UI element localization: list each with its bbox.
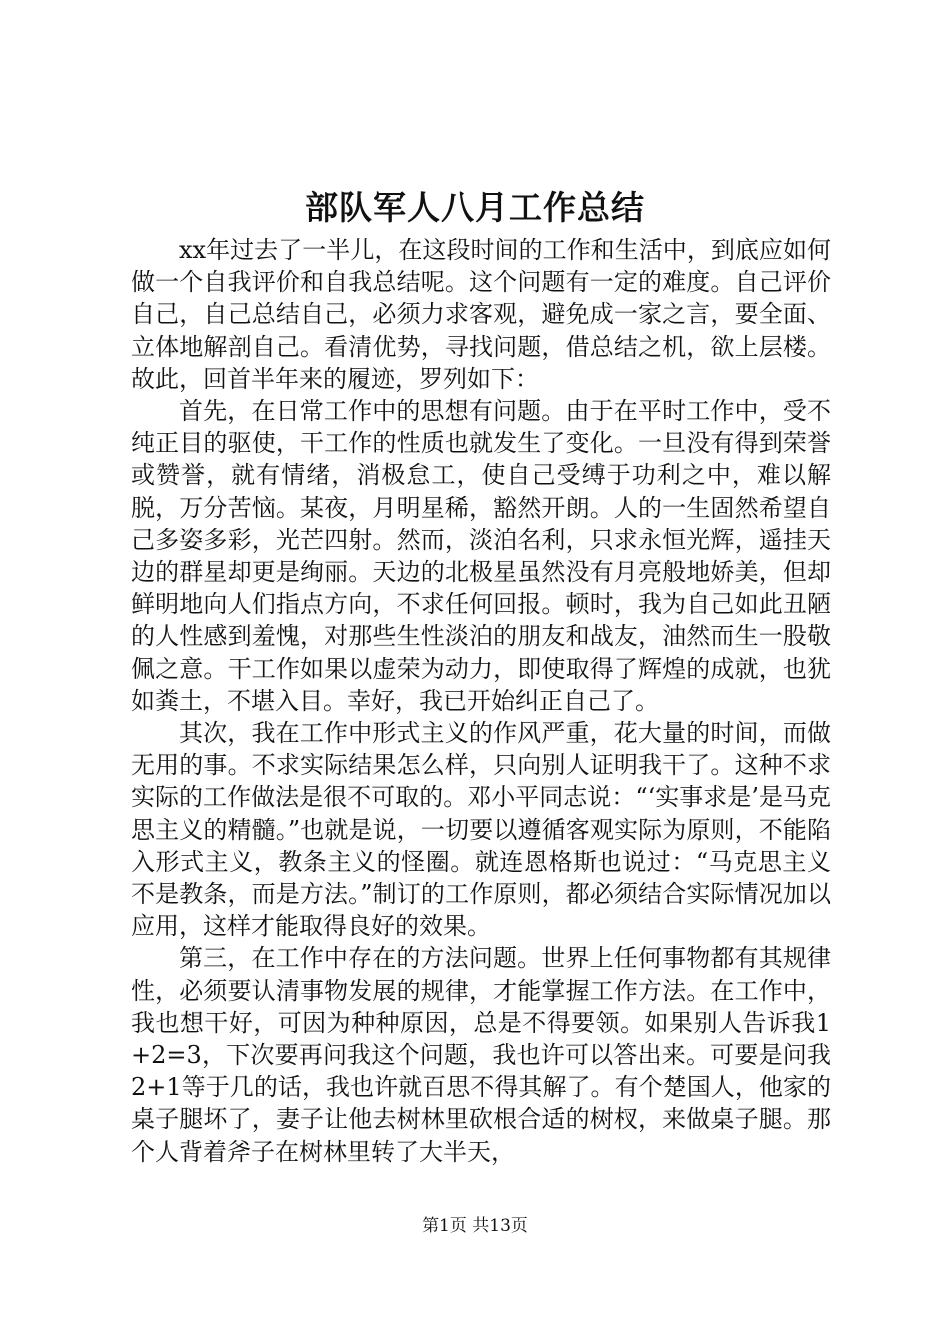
paragraph-intro: xx年过去了一半儿，在这段时间的工作和生活中，到底应如何做一个自我评价和自我总结呢。这个问题有一定的难度。自己评价自己，自己总结自己，必须力求客观，避免成一家之言，要全面、立体地解剖自己。看清优势，寻找问题，借总结之机，欲上层楼。故此，回首半年来的履迹，罗列如下： (131, 236, 831, 393)
document-title: 部队军人八月工作总结 (305, 188, 645, 227)
document-body (131, 234, 831, 1168)
paragraph-second: 其次，我在工作中形式主义的作风严重，花大量的时间，而做无用的事。不求实际结果怎么样，只向别人证明我干了。这种不求实际的工作做法是很不可取的。邓小平同志说：“‘实事求是’是马克思主义的精髓。”也就是说，一切要以遵循客观实际为原则，不能陷入形式主义，教条主义的怪圈。就连恩格斯也说过：“马克思主义不是教条，而是方法。”制订的工作原则，都必须结合实际情况加以应用，这样才能取得良好的效果。 (131, 719, 831, 941)
page-number-footer: 第1页 共13页 (422, 1216, 528, 1236)
paragraph-first: 首先，在日常工作中的思想有问题。由于在平时工作中，受不纯正目的驱使，干工作的性质也就发生了变化。一旦没有得到荣誉或赞誉，就有情绪，消极怠工，使自己受缚于功利之中，难以解脱，万分苦恼。某夜，月明星稀，豁然开朗。人的一生固然希望自己多姿多彩，光芒四射。然而，淡泊名利，只求永恒光辉，遥挂天边的群星却更是绚丽。天边的北极星虽然没有月亮般地娇美，但却鲜明地向人们指点方向，不求任何回报。顿时，我为自己如此丑陋的人性感到羞愧，对那些生性淡泊的朋友和战友，油然而生一股敬佩之意。干工作如果以虚荣为动力，即使取得了辉煌的成就，也犹如粪土，不堪入目。幸好，我已开始纠正自己了。 (131, 397, 831, 715)
paragraph-third: 第三，在工作中存在的方法问题。世界上任何事物都有其规律性，必须要认清事物发展的规律，才能掌握工作方法。在工作中，我也想干好，可因为种种原因，总是不得要领。如果别人告诉我1+2=3，下次要再问我这个问题，我也许可以答出来。可要是问我2+1等于几的话，我也许就百思不得其解了。有个楚国人，他家的桌子腿坏了，妻子让他去树林里砍根合适的树杈，来做桌子腿。那个人背着斧子在树林里转了大半天， (131, 944, 831, 1166)
